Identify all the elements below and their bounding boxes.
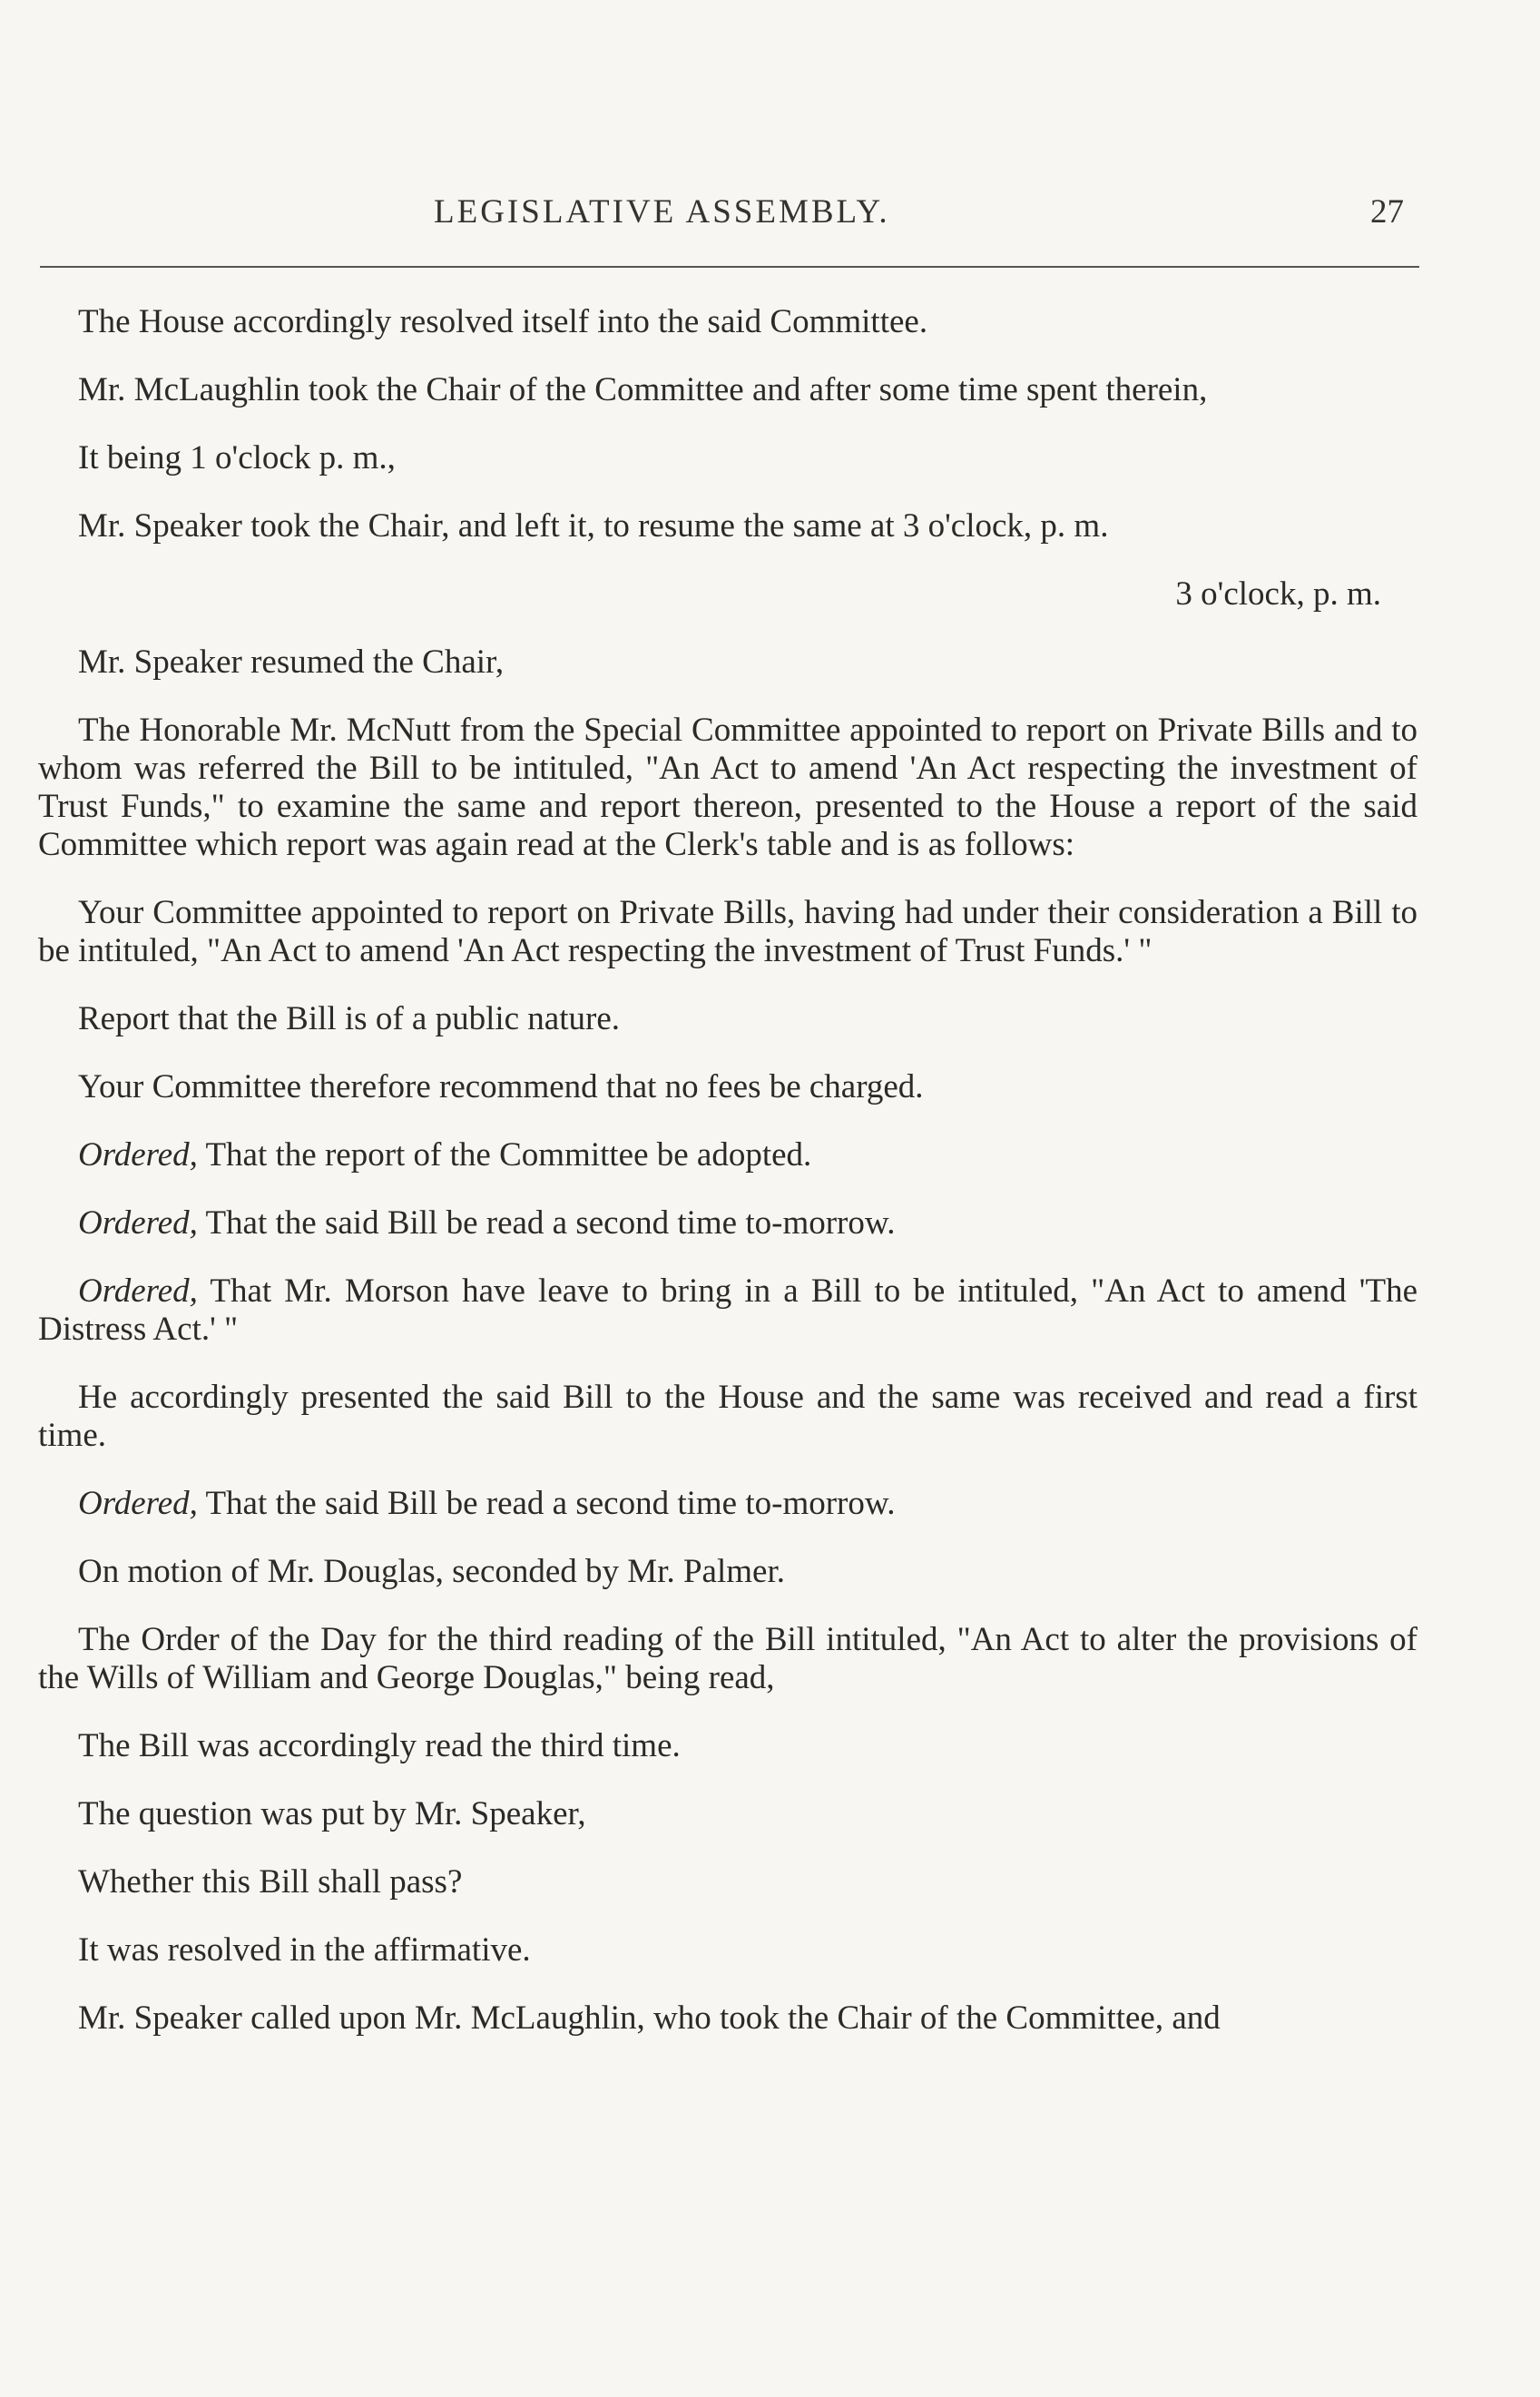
body-text	[38, 303, 1417, 2068]
paragraph: Mr. Speaker took the Chair, and left it, to resume the same at 3 o'clock, p. m.	[78, 507, 1109, 545]
paragraph: The question was put by Mr. Speaker,	[78, 1795, 586, 1832]
running-head: LEGISLATIVE ASSEMBLY.	[434, 193, 890, 231]
paragraph: Your Committee therefore recommend that no fees be charged.	[78, 1068, 924, 1105]
paragraph: Your Committee appointed to report on Private Bills, having had under their consideration a Bill to be intituled, "An Act to amend 'An Act respecting the investment of Trust Funds.' "	[38, 894, 1417, 969]
header-rule	[40, 266, 1419, 268]
paragraph: The Order of the Day for the third reading of the Bill intituled, "An Act to alter the provisions of the Wills of William and George Douglas," being read,	[38, 1621, 1417, 1696]
paragraph: Ordered, That the said Bill be read a second time to-morrow.	[78, 1204, 896, 1242]
paragraph: Mr. McLaughlin took the Chair of the Committee and after some time spent therein,	[78, 371, 1208, 408]
paragraph: The House accordingly resolved itself into the said Committee.	[78, 303, 928, 340]
paragraph: He accordingly presented the said Bill to the House and the same was received and read a first time.	[38, 1379, 1417, 1454]
paragraph: Ordered, That Mr. Morson have leave to bring in a Bill to be intituled, "An Act to amend 'The Distress Act.' "	[38, 1272, 1417, 1348]
paragraph: Ordered, That the report of the Committee be adopted.	[78, 1136, 812, 1174]
paragraph: On motion of Mr. Douglas, seconded by Mr. Palmer.	[78, 1553, 785, 1590]
page-number: 27	[1370, 193, 1404, 231]
paragraph: It being 1 o'clock p. m.,	[78, 439, 396, 476]
paragraph: The Honorable Mr. McNutt from the Special Committee appointed to report on Private Bills and to whom was referred the Bill to be intituled, "An Act to amend 'An Act respecting the investment of Trust Funds," to examine the same and report thereon, presented to the House a report of the said Committee which report was again read at the Clerk's table and is as follows:	[38, 712, 1417, 863]
paragraph: Whether this Bill shall pass?	[78, 1863, 463, 1901]
paragraph: The Bill was accordingly read the third time.	[78, 1727, 681, 1764]
page-header	[0, 192, 1540, 247]
paragraph: Mr. Speaker called upon Mr. McLaughlin, who took the Chair of the Committee, and	[78, 1999, 1221, 2037]
time-heading: 3 o'clock, p. m.	[1175, 575, 1381, 613]
paragraph: Ordered, That the said Bill be read a second time to-morrow.	[78, 1485, 896, 1522]
paragraph: Mr. Speaker resumed the Chair,	[78, 643, 505, 681]
paragraph: It was resolved in the affirmative.	[78, 1931, 531, 1969]
paragraph: Report that the Bill is of a public nature.	[78, 1000, 621, 1037]
